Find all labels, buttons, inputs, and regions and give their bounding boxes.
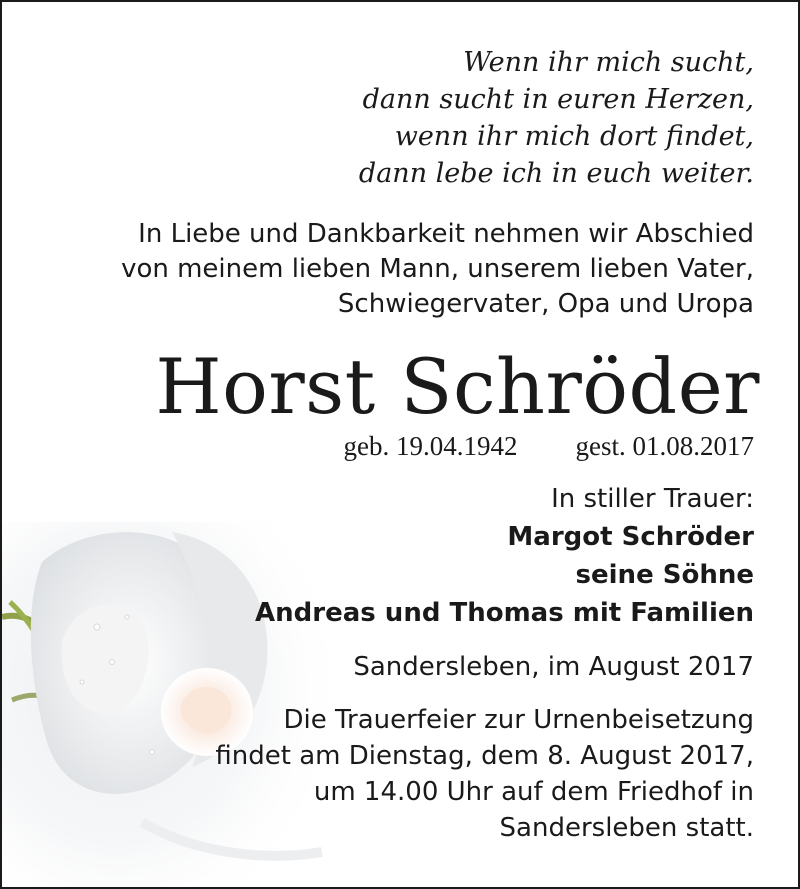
funeral-line: um 14.00 Uhr auf dem Friedhof in bbox=[313, 777, 754, 807]
mourners-heading: In stiller Trauer: bbox=[551, 484, 754, 514]
deceased-name: Horst Schröder bbox=[155, 342, 760, 431]
farewell-intro bbox=[121, 217, 754, 322]
intro-line: von meinem lieben Mann, unserem lieben Vater, bbox=[121, 254, 754, 284]
verse-line: Wenn ihr mich sucht, bbox=[463, 47, 754, 78]
funeral-line: findet am Dienstag, dem 8. August 2017, bbox=[215, 741, 754, 771]
funeral-notice bbox=[215, 702, 754, 846]
verse-line: dann lebe ich in euch weiter. bbox=[358, 158, 754, 189]
mourners bbox=[255, 480, 754, 632]
intro-line: Schwiegervater, Opa und Uropa bbox=[337, 289, 754, 319]
memorial-verse bbox=[359, 44, 754, 192]
verse-line: wenn ihr mich dort findet, bbox=[394, 121, 754, 152]
life-dates bbox=[286, 426, 754, 466]
death-date: gest. 01.08.2017 bbox=[575, 431, 754, 461]
intro-line: In Liebe und Dankbarkeit nehmen wir Abschied bbox=[138, 219, 754, 249]
mourner-name: Margot Schröder bbox=[507, 522, 754, 552]
funeral-line: Die Trauerfeier zur Urnenbeisetzung bbox=[283, 705, 754, 735]
verse-line: dann sucht in euren Herzen, bbox=[362, 84, 754, 115]
funeral-line: Sandersleben statt. bbox=[499, 813, 754, 843]
mourner-name: Andreas und Thomas mit Familien bbox=[255, 598, 754, 628]
place-and-date: Sandersleben, im August 2017 bbox=[353, 652, 754, 682]
birth-date: geb. 19.04.1942 bbox=[343, 431, 518, 461]
mourner-name: seine Söhne bbox=[575, 560, 754, 590]
